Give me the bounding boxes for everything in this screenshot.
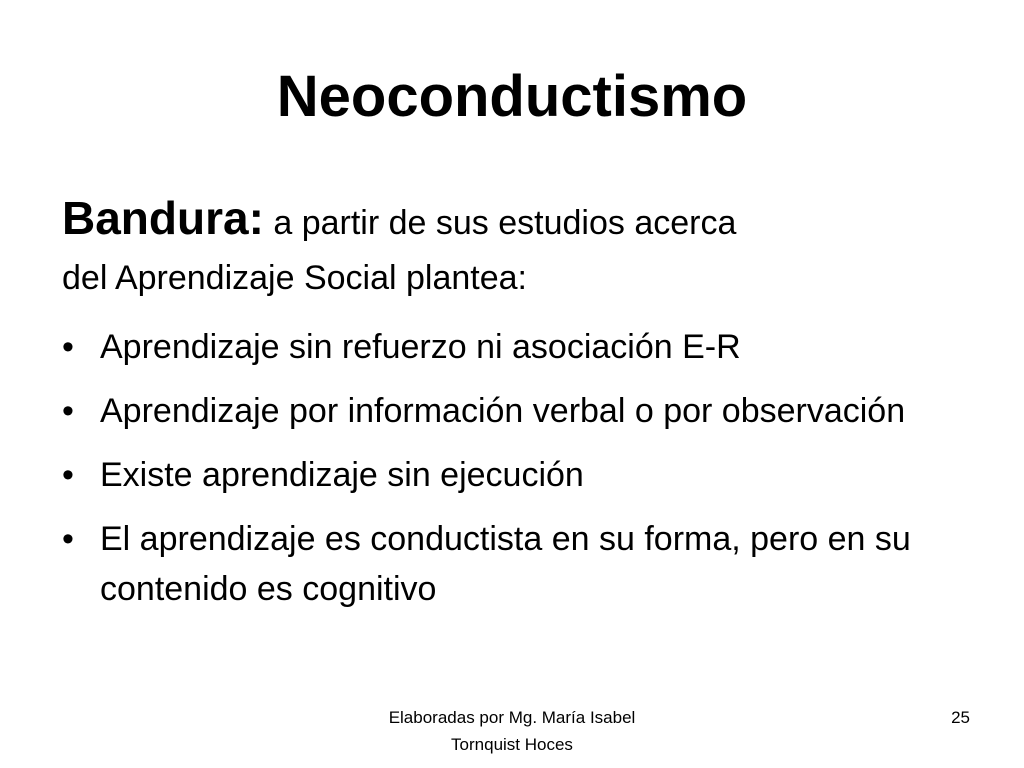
bullet-item	[62, 386, 982, 436]
bullet-icon: •	[62, 456, 74, 494]
footer-author-line-2: Tornquist Hoces	[451, 735, 573, 754]
bullet-item	[62, 450, 982, 500]
bullet-icon: •	[62, 520, 74, 558]
footer-author-line-1: Elaboradas por Mg. María Isabel	[388, 708, 636, 727]
footer-author	[332, 704, 692, 758]
bullet-text: Aprendizaje por información verbal o por observación	[100, 392, 906, 430]
bullet-text: Existe aprendizaje sin ejecución	[100, 456, 584, 494]
bullet-text: Aprendizaje sin refuerzo ni asociación E-R	[100, 328, 741, 366]
bullet-item	[62, 514, 982, 614]
intro-line-1	[62, 186, 982, 255]
page-number: 25	[951, 708, 970, 727]
bullet-text: El aprendizaje es conductista en su forma, pero en su contenido es cognitivo	[100, 520, 911, 608]
bullet-list	[62, 322, 982, 628]
bullet-icon: •	[62, 392, 74, 430]
bullet-icon: •	[62, 328, 74, 366]
bullet-item	[62, 322, 982, 372]
slide-title: Neoconductismo	[276, 64, 748, 129]
intro-line-2: del Aprendizaje Social plantea:	[62, 259, 527, 297]
intro-paragraph	[62, 186, 982, 307]
intro-line-1-text: a partir de sus estudios acerca	[263, 204, 737, 242]
intro-lead: Bandura:	[62, 192, 264, 244]
